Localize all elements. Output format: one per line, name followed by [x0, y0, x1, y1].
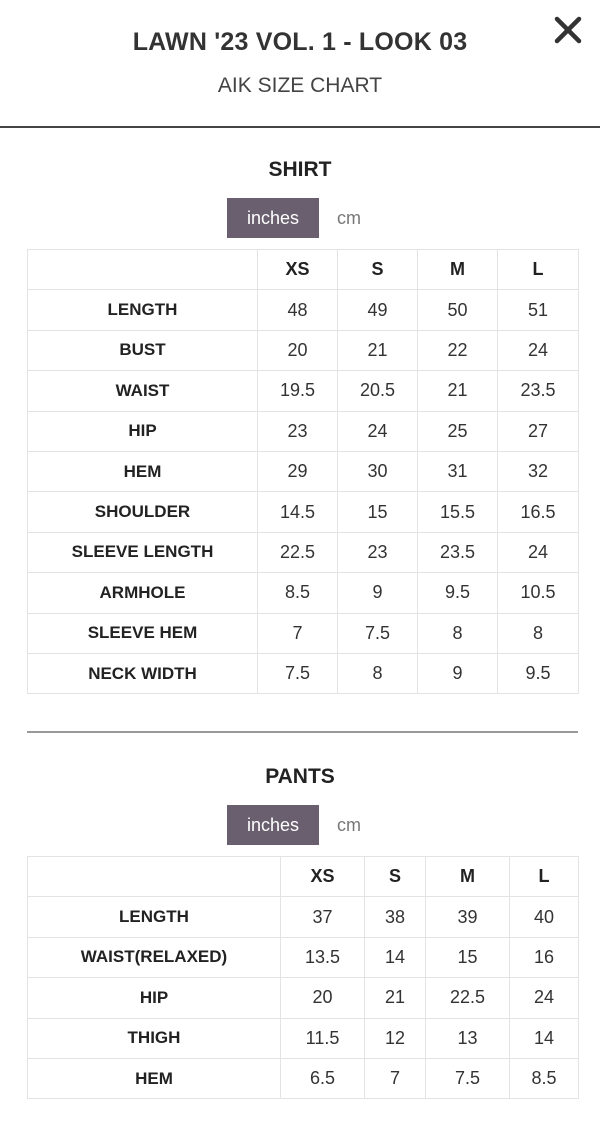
row-label: ARMHOLE	[28, 573, 258, 613]
table-row	[28, 451, 579, 491]
row-label: LENGTH	[28, 290, 258, 330]
column-header: S	[365, 857, 426, 897]
measurement-cell: 14	[365, 937, 426, 977]
row-label: HIP	[28, 978, 281, 1018]
measurement-cell: 9.5	[498, 653, 579, 693]
measurement-cell: 39	[426, 897, 510, 937]
measurement-cell: 24	[498, 532, 579, 572]
column-header: L	[510, 857, 579, 897]
measurement-cell: 20.5	[338, 371, 418, 411]
measurement-cell: 38	[365, 897, 426, 937]
shirt-section-title: SHIRT	[268, 158, 332, 181]
table-row	[28, 371, 579, 411]
row-label: WAIST(RELAXED)	[28, 937, 281, 977]
row-label: NECK WIDTH	[28, 653, 258, 693]
table-row	[28, 897, 579, 937]
pants-inches-button[interactable]: inches	[227, 805, 319, 845]
measurement-cell: 7.5	[338, 613, 418, 653]
measurement-cell: 22.5	[258, 532, 338, 572]
column-header: M	[426, 857, 510, 897]
measurement-cell: 13	[426, 1018, 510, 1058]
measurement-cell: 29	[258, 451, 338, 491]
measurement-cell: 48	[258, 290, 338, 330]
measurement-cell: 15	[426, 937, 510, 977]
measurement-cell: 23	[258, 411, 338, 451]
table-row	[28, 613, 579, 653]
row-label: WAIST	[28, 371, 258, 411]
measurement-cell: 14.5	[258, 492, 338, 532]
pants-section-title: PANTS	[265, 765, 335, 788]
row-label: HEM	[28, 451, 258, 491]
table-row	[28, 978, 579, 1018]
measurement-cell: 30	[338, 451, 418, 491]
table-row	[28, 532, 579, 572]
table-row	[28, 1058, 579, 1098]
table-header-row	[28, 250, 579, 290]
measurement-cell: 31	[418, 451, 498, 491]
measurement-cell: 23	[338, 532, 418, 572]
measurement-cell: 8.5	[510, 1058, 579, 1098]
close-button[interactable]	[548, 10, 588, 50]
table-row	[28, 653, 579, 693]
measurement-cell: 49	[338, 290, 418, 330]
measurement-cell: 9.5	[418, 573, 498, 613]
measurement-cell: 16.5	[498, 492, 579, 532]
measurement-cell: 6.5	[281, 1058, 365, 1098]
measurement-cell: 14	[510, 1018, 579, 1058]
measurement-cell: 23.5	[498, 371, 579, 411]
row-label: THIGH	[28, 1018, 281, 1058]
measurement-cell: 21	[365, 978, 426, 1018]
measurement-cell: 8	[498, 613, 579, 653]
table-row	[28, 937, 579, 977]
column-header: M	[418, 250, 498, 290]
row-label: SLEEVE HEM	[28, 613, 258, 653]
table-row	[28, 492, 579, 532]
row-label: HEM	[28, 1058, 281, 1098]
measurement-cell: 9	[338, 573, 418, 613]
column-header: XS	[281, 857, 365, 897]
measurement-cell: 7	[258, 613, 338, 653]
measurement-cell: 25	[418, 411, 498, 451]
section-divider	[27, 731, 578, 733]
shirt-cm-button[interactable]: cm	[337, 208, 361, 228]
row-label: BUST	[28, 330, 258, 370]
measurement-cell: 8	[418, 613, 498, 653]
table-row	[28, 411, 579, 451]
measurement-cell: 8.5	[258, 573, 338, 613]
measurement-cell: 21	[418, 371, 498, 411]
pants-cm-button[interactable]: cm	[337, 815, 361, 835]
row-label: SHOULDER	[28, 492, 258, 532]
measurement-cell: 8	[338, 653, 418, 693]
measurement-cell: 11.5	[281, 1018, 365, 1058]
measurement-cell: 22	[418, 330, 498, 370]
measurement-cell: 9	[418, 653, 498, 693]
measurement-cell: 23.5	[418, 532, 498, 572]
measurement-cell: 15.5	[418, 492, 498, 532]
table-row	[28, 330, 579, 370]
measurement-cell: 27	[498, 411, 579, 451]
page-subtitle: AIK SIZE CHART	[217, 74, 383, 97]
table-row	[28, 290, 579, 330]
measurement-cell: 24	[498, 330, 579, 370]
measurement-cell: 20	[258, 330, 338, 370]
shirt-inches-button[interactable]: inches	[227, 198, 319, 238]
page-title: LAWN '23 VOL. 1 - LOOK 03	[132, 28, 468, 56]
measurement-cell: 22.5	[426, 978, 510, 1018]
measurement-cell: 7.5	[426, 1058, 510, 1098]
measurement-cell: 15	[338, 492, 418, 532]
table-row	[28, 1018, 579, 1058]
shirt-unit-toggle	[227, 198, 379, 238]
measurement-cell: 20	[281, 978, 365, 1018]
measurement-cell: 24	[338, 411, 418, 451]
measurement-cell: 51	[498, 290, 579, 330]
table-row	[28, 573, 579, 613]
row-label: LENGTH	[28, 897, 281, 937]
measurement-cell: 10.5	[498, 573, 579, 613]
measurement-cell: 19.5	[258, 371, 338, 411]
table-header-row	[28, 857, 579, 897]
measurement-cell: 50	[418, 290, 498, 330]
measurement-cell: 21	[338, 330, 418, 370]
pants-size-table	[27, 856, 579, 1099]
measurement-cell: 16	[510, 937, 579, 977]
shirt-size-table	[27, 249, 579, 694]
measurement-cell: 40	[510, 897, 579, 937]
pants-unit-toggle	[227, 805, 379, 845]
header-corner-cell	[28, 250, 258, 290]
measurement-cell: 7.5	[258, 653, 338, 693]
column-header: L	[498, 250, 579, 290]
row-label: HIP	[28, 411, 258, 451]
close-icon	[548, 10, 588, 50]
column-header: XS	[258, 250, 338, 290]
measurement-cell: 7	[365, 1058, 426, 1098]
measurement-cell: 12	[365, 1018, 426, 1058]
measurement-cell: 13.5	[281, 937, 365, 977]
column-header: S	[338, 250, 418, 290]
modal-header	[0, 0, 600, 128]
measurement-cell: 37	[281, 897, 365, 937]
measurement-cell: 32	[498, 451, 579, 491]
measurement-cell: 24	[510, 978, 579, 1018]
header-corner-cell	[28, 857, 281, 897]
row-label: SLEEVE LENGTH	[28, 532, 258, 572]
